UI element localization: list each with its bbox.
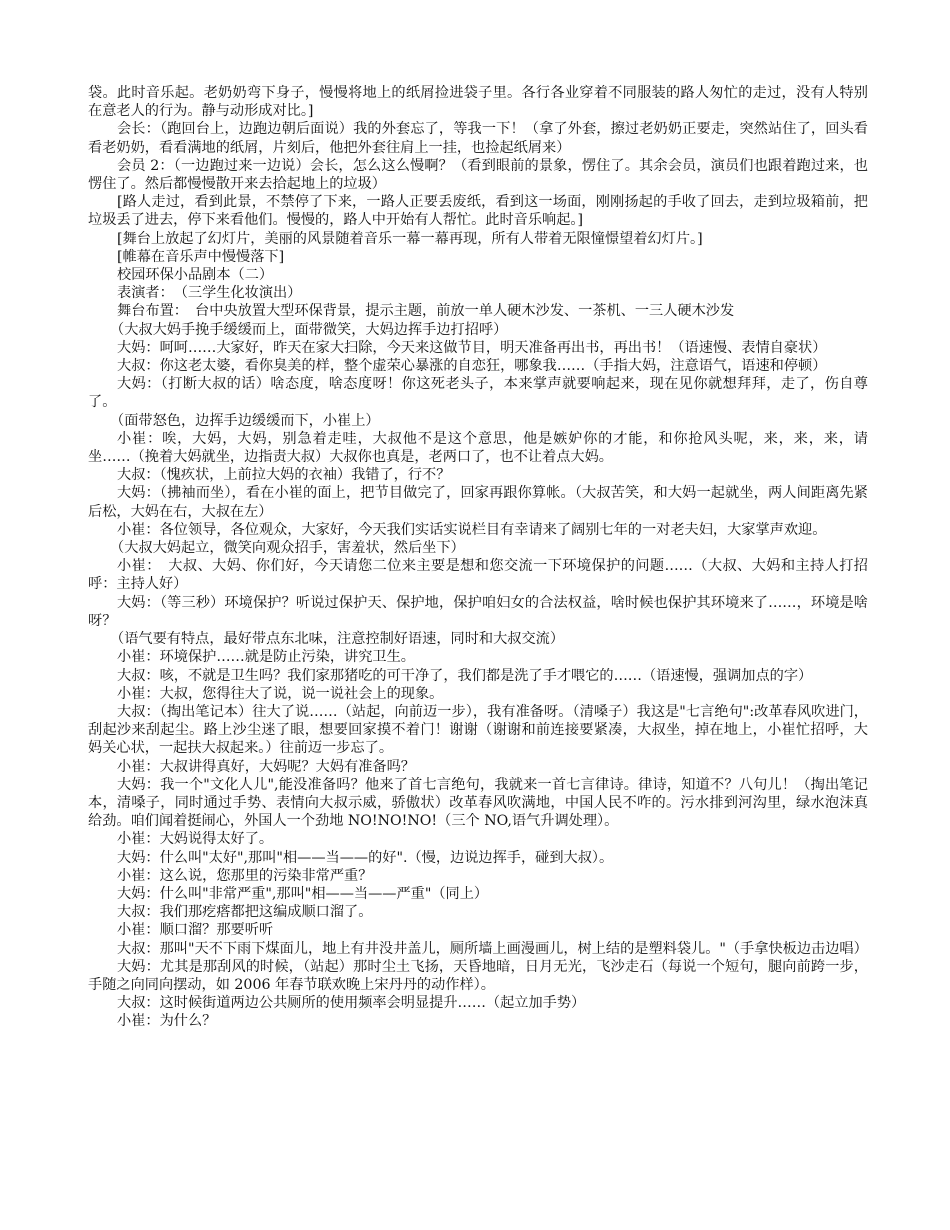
paragraph: 袋。此时音乐起。老奶奶弯下身子，慢慢将地上的纸屑捡进袋子里。各行各业穿着不同服装的路人匆忙的走过，没有人特别在意老人的行为。静与动形成对比。]	[88, 85, 868, 120]
paragraph: 大叔：（掏出笔记本）往大了说……（站起，向前迈一步），我有准备呀。（清嗓子）我这是"七言绝句":改革春风吹进门，刮起沙来刮起尘。路上沙尘迷了眼，想要回家摸不着门！谢谢（谢谢和前连接要紧凑，大叔坐，掉在地上，小崔忙招呼，大妈关心状，一起扶大叔起来。）往前迈一步忘了。	[88, 703, 868, 757]
paragraph: 小崔：大叔讲得真好，大妈呢？大妈有准备吗？	[117, 758, 415, 775]
paragraph: （大叔大妈起立，微笑向观众招手，害羞状，然后坐下）	[110, 540, 465, 557]
paragraph: 大妈：（打断大叔的话）啥态度，啥态度呀！你这死老头子，本来掌声就要响起来，现在见你就想拜拜，走了，伤自尊了。	[88, 376, 868, 411]
paragraph: 小崔：唉，大妈，大妈，别急着走哇，大叔他不是这个意思，他是嫉妒你的才能，和你抢风头呢，来，来，来，请坐……（挽着大妈就坐，边指责大叔）大叔你也真是，老两口了，也不让着点大妈。	[88, 430, 868, 466]
paragraph: 小崔： 大叔、大妈、你们好，今天请您二位来主要是想和您交流一下环境保护的问题……（大叔、大妈和主持人打招呼：主持人好）	[88, 558, 868, 593]
paragraph: 大妈：呵呵……大家好，昨天在家大扫除，今天来这做节目，明天准备再出书，再出书！（语速慢、表情自豪状）	[117, 339, 827, 356]
paragraph: 小崔：环境保护……就是防止污染，讲究卫生。	[117, 649, 415, 666]
paragraph: 大妈：什么叫"太好",那叫"相——当——的好".（慢，边说边挥手，碰到大叔）。	[117, 849, 614, 866]
paragraph: 大妈：我一个"文化人儿",能没准备吗？他来了首七言绝句，我就来一首七言律诗。律诗，知道不？八句儿！（掏出笔记本，清嗓子，同时通过手势、表情向大叔示威，骄傲状）改革春风吹满地，中国人民不咋的。污水排到河沟里，绿水泡沫真给劲。咱们闻着挺闹心，外国人一个劲地 NO!NO!NO!（三个 NO,语气升调处理）。	[88, 776, 868, 830]
paragraph: （面带怒色，边挥手边缓缓而下，小崔上）	[110, 412, 380, 429]
paragraph: 大叔：这时候街道两边公共厕所的使用频率会明显提升……（起立加手势）	[117, 995, 586, 1012]
paragraph: [帷幕在音乐声中慢慢落下]	[117, 248, 285, 265]
document-page	[88, 84, 868, 1031]
paragraph: 大妈：什么叫"非常严重",那叫"相——当——严重"（同上）	[117, 885, 489, 902]
paragraph: 大妈：尤其是那刮风的时候，（站起）那时尘土飞扬，天昏地暗，日月无光，飞沙走石（每说一个短句，腿向前跨一步，手随之向同向摆动，如 2006 年春节联欢晚上宋丹丹的动作样）。	[88, 958, 868, 993]
paragraph: 大叔：咳，不就是卫生吗？我们家那猪吃的可干净了，我们都是洗了手才喂它的……（语速慢，强调加点的字）	[117, 667, 813, 684]
paragraph: 大叔：那叫"天不下雨下煤面儿，地上有井没井盖儿，厕所墙上画漫画儿，树上结的是塑料袋儿。"（手拿快板边击边唱）	[117, 940, 868, 957]
paragraph: 小崔：大妈说得太好了。	[117, 831, 274, 848]
paragraph: 小崔：这么说，您那里的污染非常严重？	[117, 867, 373, 884]
paragraph: 大叔：你这老太婆，看你臭美的样，整个虚荣心暴涨的自恋狂，哪象我……（手指大妈，注意语气，语速和停顿）	[117, 358, 827, 375]
paragraph: （大叔大妈手挽手缓缓而上，面带微笑，大妈边挥手边打招呼）	[110, 321, 508, 338]
paragraph: 大叔：我们那疙瘩都把这编成顺口溜了。	[117, 904, 373, 921]
paragraph: 小崔：各位领导，各位观众，大家好，今天我们实话实说栏目有幸请来了阔别七年的一对老夫妇，大家掌声欢迎。	[117, 521, 827, 538]
paragraph: 会员 2：（一边跑过来一边说）会长，怎么这么慢啊？（看到眼前的景象，愣住了。其余会员，演员们也跟着跑过来，也愣住了。然后都慢慢散开来去拾起地上的垃圾）	[88, 157, 868, 193]
paragraph: 舞台布置： 台中央放置大型环保背景，提示主题，前放一单人硬木沙发、一茶机、一三人硬木沙发	[117, 303, 735, 320]
paragraph: 小崔：顺口溜？那要听听	[117, 922, 274, 939]
paragraph: 会长：（跑回台上，边跑边朝后面说）我的外套忘了，等我一下！（拿了外套，擦过老奶奶正要走，突然站住了，回头看看老奶奶，看看满地的纸屑，片刻后，他把外套往肩上一挂，也捡起纸屑来）	[88, 121, 868, 156]
paragraph: [路人走过，看到此景，不禁停了下来，一路人正要丢废纸，看到这一场面，刚刚扬起的手收了回去，走到垃圾箱前，把垃圾丢了进去，停下来看他们。慢慢的，路人中开始有人帮忙。此时音乐响起。]	[88, 194, 868, 229]
paragraph: （语气要有特点，最好带点东北味，注意控制好语速，同时和大叔交流）	[110, 631, 565, 648]
paragraph: 大妈：（等三秒）环境保护？听说过保护天、保护地，保护咱妇女的合法权益，啥时候也保护其环境来了……，环境是啥呀？	[88, 594, 868, 629]
paragraph: 小崔：大叔，您得往大了说，说一说社会上的现象。	[117, 685, 444, 702]
paragraph: [舞台上放起了幻灯片，美丽的风景随着音乐一幕一幕再现，所有人带着无限憧憬望着幻灯片。]	[117, 230, 703, 247]
paragraph: 校园环保小品剧本（二）	[117, 267, 274, 284]
paragraph: 大叔：（愧疚状，上前拉大妈的衣袖）我错了，行不？	[117, 467, 451, 484]
paragraph: 表演者： （三学生化妆演出）	[117, 285, 302, 302]
paragraph: 大妈：（拂袖而坐），看在小崔的面上，把节目做完了，回家再跟你算帐。（大叔苦笑，和大妈一起就坐，两人间距离先紧后松，大妈在右，大叔在左）	[88, 485, 868, 520]
paragraph: 小崔：为什么？	[117, 1013, 217, 1030]
